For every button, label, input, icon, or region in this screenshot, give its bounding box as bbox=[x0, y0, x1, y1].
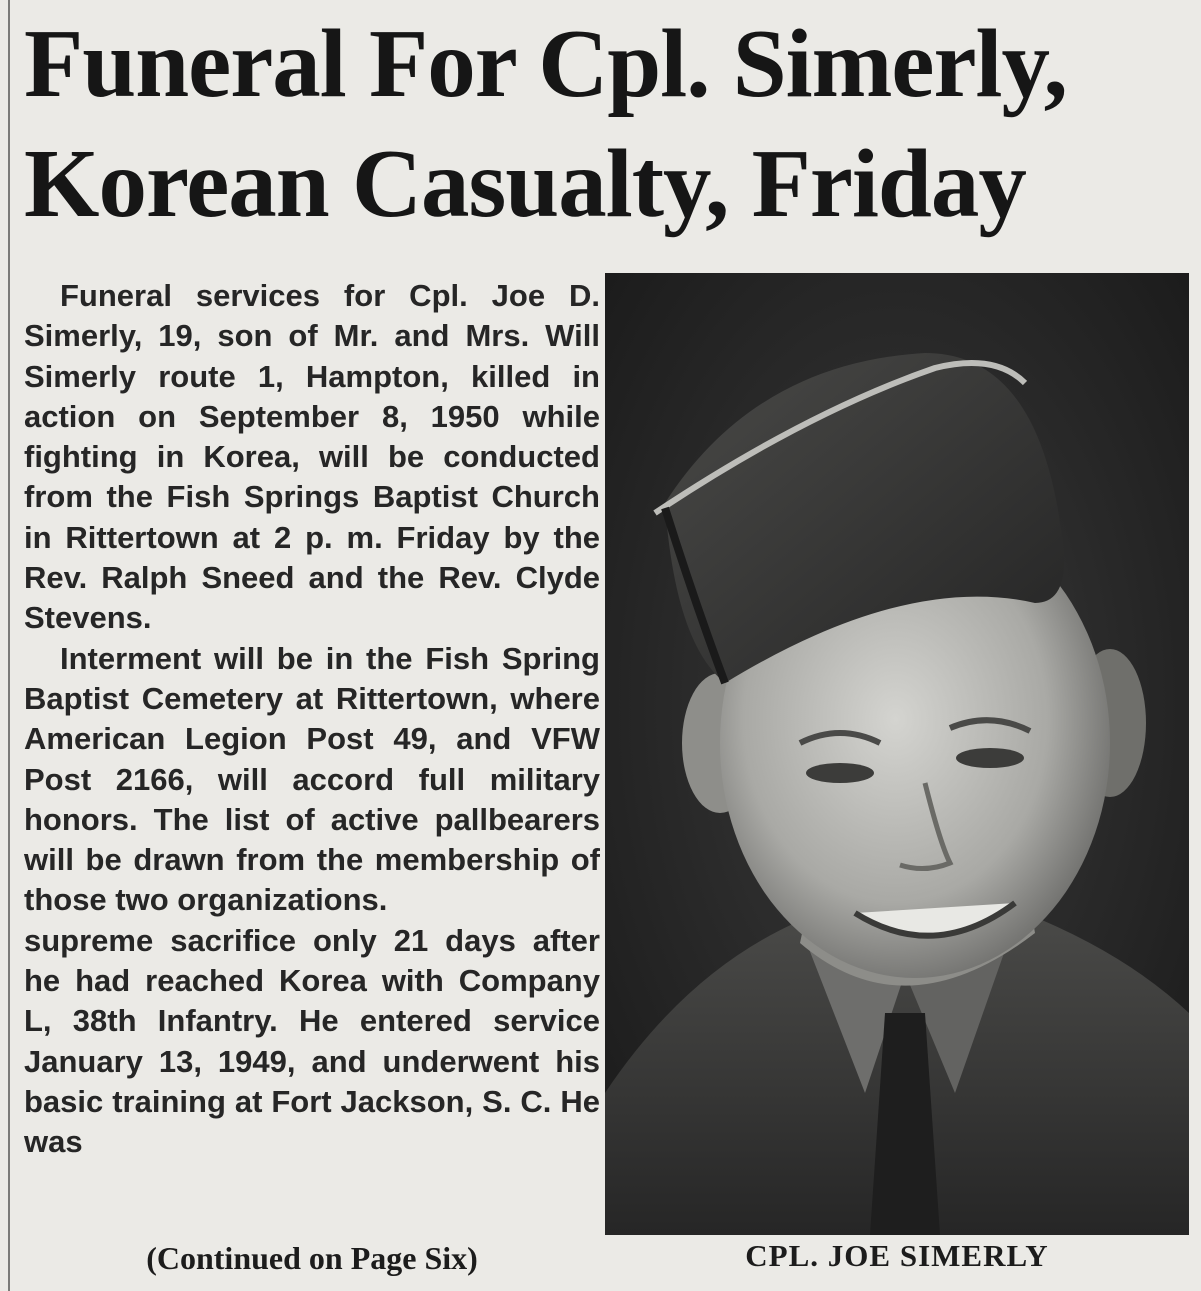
article-paragraph-3: supreme sacrifice only 21 days after he had reached Korea with Company L, 38th Infantry. He entered service January 13, 1949, and underwent his basic training at Fort Jackson, S. C. He was bbox=[24, 922, 600, 1160]
photo-caption: CPL. JOE SIMERLY bbox=[745, 1238, 1049, 1273]
portrait-image bbox=[605, 273, 1189, 1235]
headline-line-2: Korean Casualty, Friday bbox=[24, 130, 1026, 237]
portrait-photo bbox=[605, 273, 1189, 1235]
article-paragraph-2: Interment will be in the Fish Spring Baptist Cemetery at Rittertown, where American Legion Post 49, and VFW Post 2166, will accord full military honors. The list of active pallbearers will be drawn from the membership of those two organizations. bbox=[24, 640, 600, 918]
headline-line-1: Funeral For Cpl. Simerly, bbox=[24, 10, 1067, 117]
article-body bbox=[24, 276, 600, 1163]
article-paragraph-1: Funeral services for Cpl. Joe D. Simerly, 19, son of Mr. and Mrs. Will Simerly route 1, Hampton, killed in action on September 8, 1950 while fighting in Korea, will be conducted from the Fish Springs Baptist Church in Rittertown at 2 p. m. Friday by the Rev. Ralph Sneed and the Rev. Clyde Stevens. bbox=[24, 278, 600, 636]
headline bbox=[24, 4, 1194, 244]
column-rule bbox=[8, 0, 10, 1291]
continued-notice: (Continued on Page Six) bbox=[146, 1240, 478, 1276]
